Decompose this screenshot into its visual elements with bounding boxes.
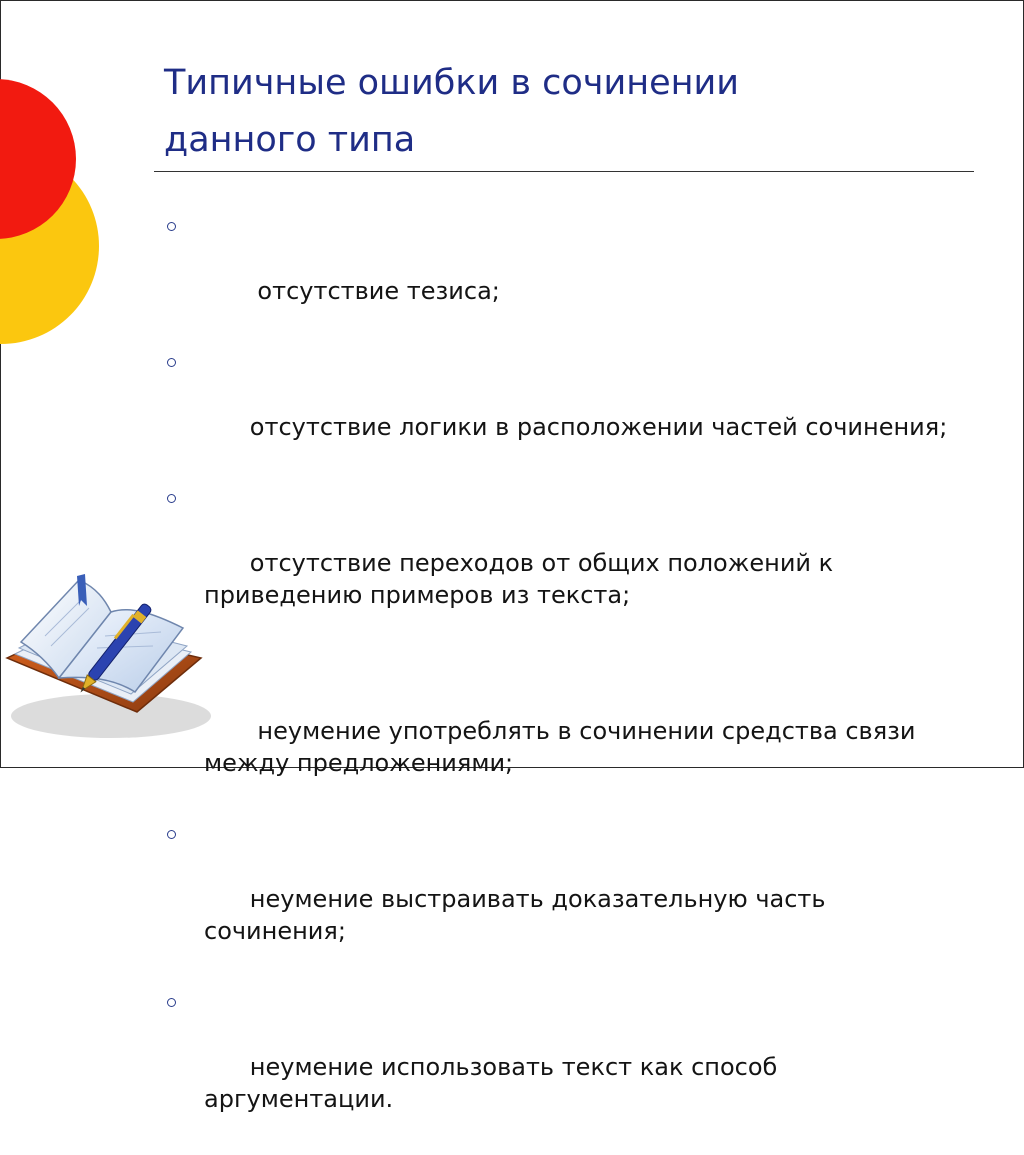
open-book-with-pen-icon xyxy=(1,566,221,746)
bullet-text: неумение выстраивать доказательную часть сочинения; xyxy=(204,885,834,945)
bullet-item xyxy=(163,819,963,979)
bullet-circle-icon xyxy=(167,830,176,839)
decorative-circles xyxy=(1,1,111,401)
bullet-list xyxy=(163,211,963,1155)
bullet-text: отсутствие тезиса; xyxy=(249,277,500,305)
bullet-text: неумение использовать текст как способ аргументации. xyxy=(204,1053,785,1113)
bullet-text: неумение употреблять в сочинении средства связи между предложениями; xyxy=(204,717,924,777)
bullet-item xyxy=(163,211,963,339)
bullet-text: отсутствие переходов от общих положений к приведению примеров из текста; xyxy=(204,549,841,609)
title-line-2: данного типа xyxy=(164,120,416,160)
bullet-circle-icon xyxy=(167,222,176,231)
bullet-text: отсутствие логики в расположении частей сочинения; xyxy=(249,413,948,441)
bullet-item xyxy=(163,347,963,475)
bullet-circle-icon xyxy=(167,998,176,1007)
bullet-item xyxy=(163,987,963,1147)
title-divider xyxy=(154,171,974,172)
bullet-item xyxy=(163,651,963,811)
bullet-item xyxy=(163,483,963,643)
bullet-circle-icon xyxy=(167,358,176,367)
slide-title xyxy=(164,55,964,169)
bullet-circle-icon xyxy=(167,494,176,503)
title-line-1: Типичные ошибки в сочинении xyxy=(164,63,740,103)
